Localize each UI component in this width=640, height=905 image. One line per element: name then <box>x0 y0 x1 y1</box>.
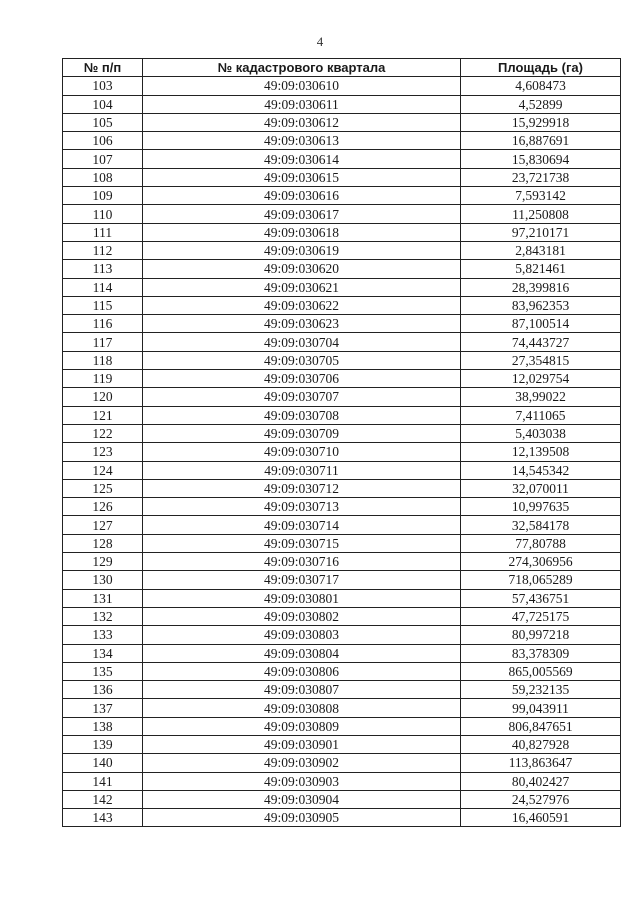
row-number-cell: 110 <box>63 205 143 223</box>
cadastral-quarter-cell: 49:09:030901 <box>143 735 461 753</box>
row-number-cell: 105 <box>63 113 143 131</box>
row-number-cell: 112 <box>63 241 143 259</box>
cadastral-quarter-cell: 49:09:030610 <box>143 77 461 95</box>
row-number-cell: 111 <box>63 223 143 241</box>
area-cell: 32,070011 <box>461 479 621 497</box>
cadastral-quarter-cell: 49:09:030704 <box>143 333 461 351</box>
area-cell: 12,029754 <box>461 370 621 388</box>
table-row <box>63 223 621 241</box>
table-row <box>63 150 621 168</box>
cadastral-quarter-cell: 49:09:030808 <box>143 699 461 717</box>
table-row <box>63 315 621 333</box>
row-number-cell: 123 <box>63 443 143 461</box>
area-cell: 15,830694 <box>461 150 621 168</box>
row-number-cell: 129 <box>63 553 143 571</box>
table-row <box>63 113 621 131</box>
cadastral-quarter-cell: 49:09:030615 <box>143 168 461 186</box>
area-cell: 38,99022 <box>461 388 621 406</box>
cadastral-quarter-cell: 49:09:030623 <box>143 315 461 333</box>
cadastral-quarter-cell: 49:09:030705 <box>143 351 461 369</box>
area-cell: 10,997635 <box>461 498 621 516</box>
area-cell: 14,545342 <box>461 461 621 479</box>
row-number-cell: 121 <box>63 406 143 424</box>
table-row <box>63 260 621 278</box>
area-cell: 32,584178 <box>461 516 621 534</box>
cadastral-quarter-cell: 49:09:030616 <box>143 187 461 205</box>
row-number-cell: 135 <box>63 662 143 680</box>
area-cell: 77,80788 <box>461 534 621 552</box>
row-number-cell: 107 <box>63 150 143 168</box>
row-number-cell: 131 <box>63 589 143 607</box>
area-cell: 113,863647 <box>461 754 621 772</box>
table-row <box>63 95 621 113</box>
cadastral-quarter-cell: 49:09:030804 <box>143 644 461 662</box>
cadastral-quarters-table <box>62 58 621 827</box>
cadastral-quarter-cell: 49:09:030713 <box>143 498 461 516</box>
table-row <box>63 498 621 516</box>
row-number-cell: 116 <box>63 315 143 333</box>
cadastral-quarter-cell: 49:09:030903 <box>143 772 461 790</box>
area-cell: 47,725175 <box>461 607 621 625</box>
cadastral-quarter-cell: 49:09:030905 <box>143 809 461 827</box>
table-row <box>63 754 621 772</box>
row-number-cell: 119 <box>63 370 143 388</box>
row-number-cell: 120 <box>63 388 143 406</box>
row-number-cell: 140 <box>63 754 143 772</box>
cadastral-quarter-cell: 49:09:030614 <box>143 150 461 168</box>
row-number-cell: 114 <box>63 278 143 296</box>
row-number-cell: 117 <box>63 333 143 351</box>
cadastral-quarter-cell: 49:09:030712 <box>143 479 461 497</box>
table-row <box>63 132 621 150</box>
cadastral-quarter-cell: 49:09:030708 <box>143 406 461 424</box>
cadastral-quarter-cell: 49:09:030617 <box>143 205 461 223</box>
cadastral-quarter-cell: 49:09:030620 <box>143 260 461 278</box>
row-number-cell: 118 <box>63 351 143 369</box>
cadastral-quarter-cell: 49:09:030618 <box>143 223 461 241</box>
row-number-cell: 106 <box>63 132 143 150</box>
cadastral-quarter-cell: 49:09:030809 <box>143 717 461 735</box>
cadastral-quarter-cell: 49:09:030612 <box>143 113 461 131</box>
row-number-cell: 128 <box>63 534 143 552</box>
table-row <box>63 553 621 571</box>
table-row <box>63 443 621 461</box>
row-number-cell: 103 <box>63 77 143 95</box>
cadastral-quarter-cell: 49:09:030710 <box>143 443 461 461</box>
area-cell: 274,306956 <box>461 553 621 571</box>
row-number-cell: 126 <box>63 498 143 516</box>
cadastral-quarter-cell: 49:09:030714 <box>143 516 461 534</box>
area-cell: 2,843181 <box>461 241 621 259</box>
cadastral-quarter-cell: 49:09:030801 <box>143 589 461 607</box>
table-row <box>63 571 621 589</box>
row-number-cell: 127 <box>63 516 143 534</box>
table-row <box>63 187 621 205</box>
row-number-cell: 139 <box>63 735 143 753</box>
area-cell: 718,065289 <box>461 571 621 589</box>
area-cell: 57,436751 <box>461 589 621 607</box>
header-row-number: № п/п <box>63 59 143 77</box>
table-row <box>63 351 621 369</box>
cadastral-quarter-cell: 49:09:030806 <box>143 662 461 680</box>
cadastral-quarter-cell: 49:09:030803 <box>143 626 461 644</box>
table-row <box>63 717 621 735</box>
cadastral-quarter-cell: 49:09:030802 <box>143 607 461 625</box>
area-cell: 16,460591 <box>461 809 621 827</box>
row-number-cell: 125 <box>63 479 143 497</box>
area-cell: 74,443727 <box>461 333 621 351</box>
cadastral-quarter-cell: 49:09:030807 <box>143 681 461 699</box>
cadastral-quarter-cell: 49:09:030709 <box>143 424 461 442</box>
row-number-cell: 136 <box>63 681 143 699</box>
cadastral-quarter-cell: 49:09:030904 <box>143 790 461 808</box>
row-number-cell: 124 <box>63 461 143 479</box>
table-row <box>63 241 621 259</box>
table-header <box>63 59 621 77</box>
table-row <box>63 406 621 424</box>
area-cell: 16,887691 <box>461 132 621 150</box>
area-cell: 83,378309 <box>461 644 621 662</box>
cadastral-quarter-cell: 49:09:030715 <box>143 534 461 552</box>
area-cell: 27,354815 <box>461 351 621 369</box>
area-cell: 83,962353 <box>461 296 621 314</box>
table-row <box>63 735 621 753</box>
row-number-cell: 132 <box>63 607 143 625</box>
area-cell: 12,139508 <box>461 443 621 461</box>
cadastral-quarter-cell: 49:09:030707 <box>143 388 461 406</box>
area-cell: 15,929918 <box>461 113 621 131</box>
table-row <box>63 461 621 479</box>
area-cell: 59,232135 <box>461 681 621 699</box>
table-row <box>63 790 621 808</box>
area-cell: 865,005569 <box>461 662 621 680</box>
table-row <box>63 662 621 680</box>
header-row <box>63 59 621 77</box>
header-cadastral-quarter: № кадастрового квартала <box>143 59 461 77</box>
cadastral-quarter-cell: 49:09:030706 <box>143 370 461 388</box>
row-number-cell: 109 <box>63 187 143 205</box>
table-body <box>63 77 621 827</box>
table-row <box>63 589 621 607</box>
area-cell: 87,100514 <box>461 315 621 333</box>
area-cell: 40,827928 <box>461 735 621 753</box>
area-cell: 4,608473 <box>461 77 621 95</box>
area-cell: 5,403038 <box>461 424 621 442</box>
area-cell: 99,043911 <box>461 699 621 717</box>
table-row <box>63 370 621 388</box>
cadastral-quarter-cell: 49:09:030717 <box>143 571 461 589</box>
area-cell: 23,721738 <box>461 168 621 186</box>
area-cell: 24,527976 <box>461 790 621 808</box>
table-row <box>63 534 621 552</box>
area-cell: 7,593142 <box>461 187 621 205</box>
table-row <box>63 205 621 223</box>
table-row <box>63 699 621 717</box>
page-number: 4 <box>316 34 324 49</box>
table-row <box>63 77 621 95</box>
row-number-cell: 113 <box>63 260 143 278</box>
row-number-cell: 137 <box>63 699 143 717</box>
row-number-cell: 104 <box>63 95 143 113</box>
area-cell: 5,821461 <box>461 260 621 278</box>
table-row <box>63 424 621 442</box>
table-row <box>63 644 621 662</box>
row-number-cell: 130 <box>63 571 143 589</box>
cadastral-quarter-cell: 49:09:030711 <box>143 461 461 479</box>
area-cell: 806,847651 <box>461 717 621 735</box>
row-number-cell: 108 <box>63 168 143 186</box>
cadastral-quarter-cell: 49:09:030621 <box>143 278 461 296</box>
table-row <box>63 607 621 625</box>
header-area: Площадь (га) <box>461 59 621 77</box>
row-number-cell: 134 <box>63 644 143 662</box>
table-row <box>63 681 621 699</box>
area-cell: 28,399816 <box>461 278 621 296</box>
row-number-cell: 143 <box>63 809 143 827</box>
area-cell: 4,52899 <box>461 95 621 113</box>
table-row <box>63 772 621 790</box>
cadastral-quarter-cell: 49:09:030619 <box>143 241 461 259</box>
cadastral-quarter-cell: 49:09:030622 <box>143 296 461 314</box>
area-cell: 80,997218 <box>461 626 621 644</box>
table-row <box>63 516 621 534</box>
row-number-cell: 133 <box>63 626 143 644</box>
area-cell: 11,250808 <box>461 205 621 223</box>
table-row <box>63 333 621 351</box>
cadastral-quarter-cell: 49:09:030611 <box>143 95 461 113</box>
area-cell: 80,402427 <box>461 772 621 790</box>
row-number-cell: 141 <box>63 772 143 790</box>
table-row <box>63 388 621 406</box>
row-number-cell: 115 <box>63 296 143 314</box>
table-row <box>63 278 621 296</box>
table-row <box>63 809 621 827</box>
cadastral-quarter-cell: 49:09:030716 <box>143 553 461 571</box>
table-row <box>63 296 621 314</box>
cadastral-quarter-cell: 49:09:030613 <box>143 132 461 150</box>
row-number-cell: 138 <box>63 717 143 735</box>
table-row <box>63 479 621 497</box>
area-cell: 97,210171 <box>461 223 621 241</box>
row-number-cell: 122 <box>63 424 143 442</box>
area-cell: 7,411065 <box>461 406 621 424</box>
table-row <box>63 626 621 644</box>
row-number-cell: 142 <box>63 790 143 808</box>
table-row <box>63 168 621 186</box>
cadastral-quarter-cell: 49:09:030902 <box>143 754 461 772</box>
